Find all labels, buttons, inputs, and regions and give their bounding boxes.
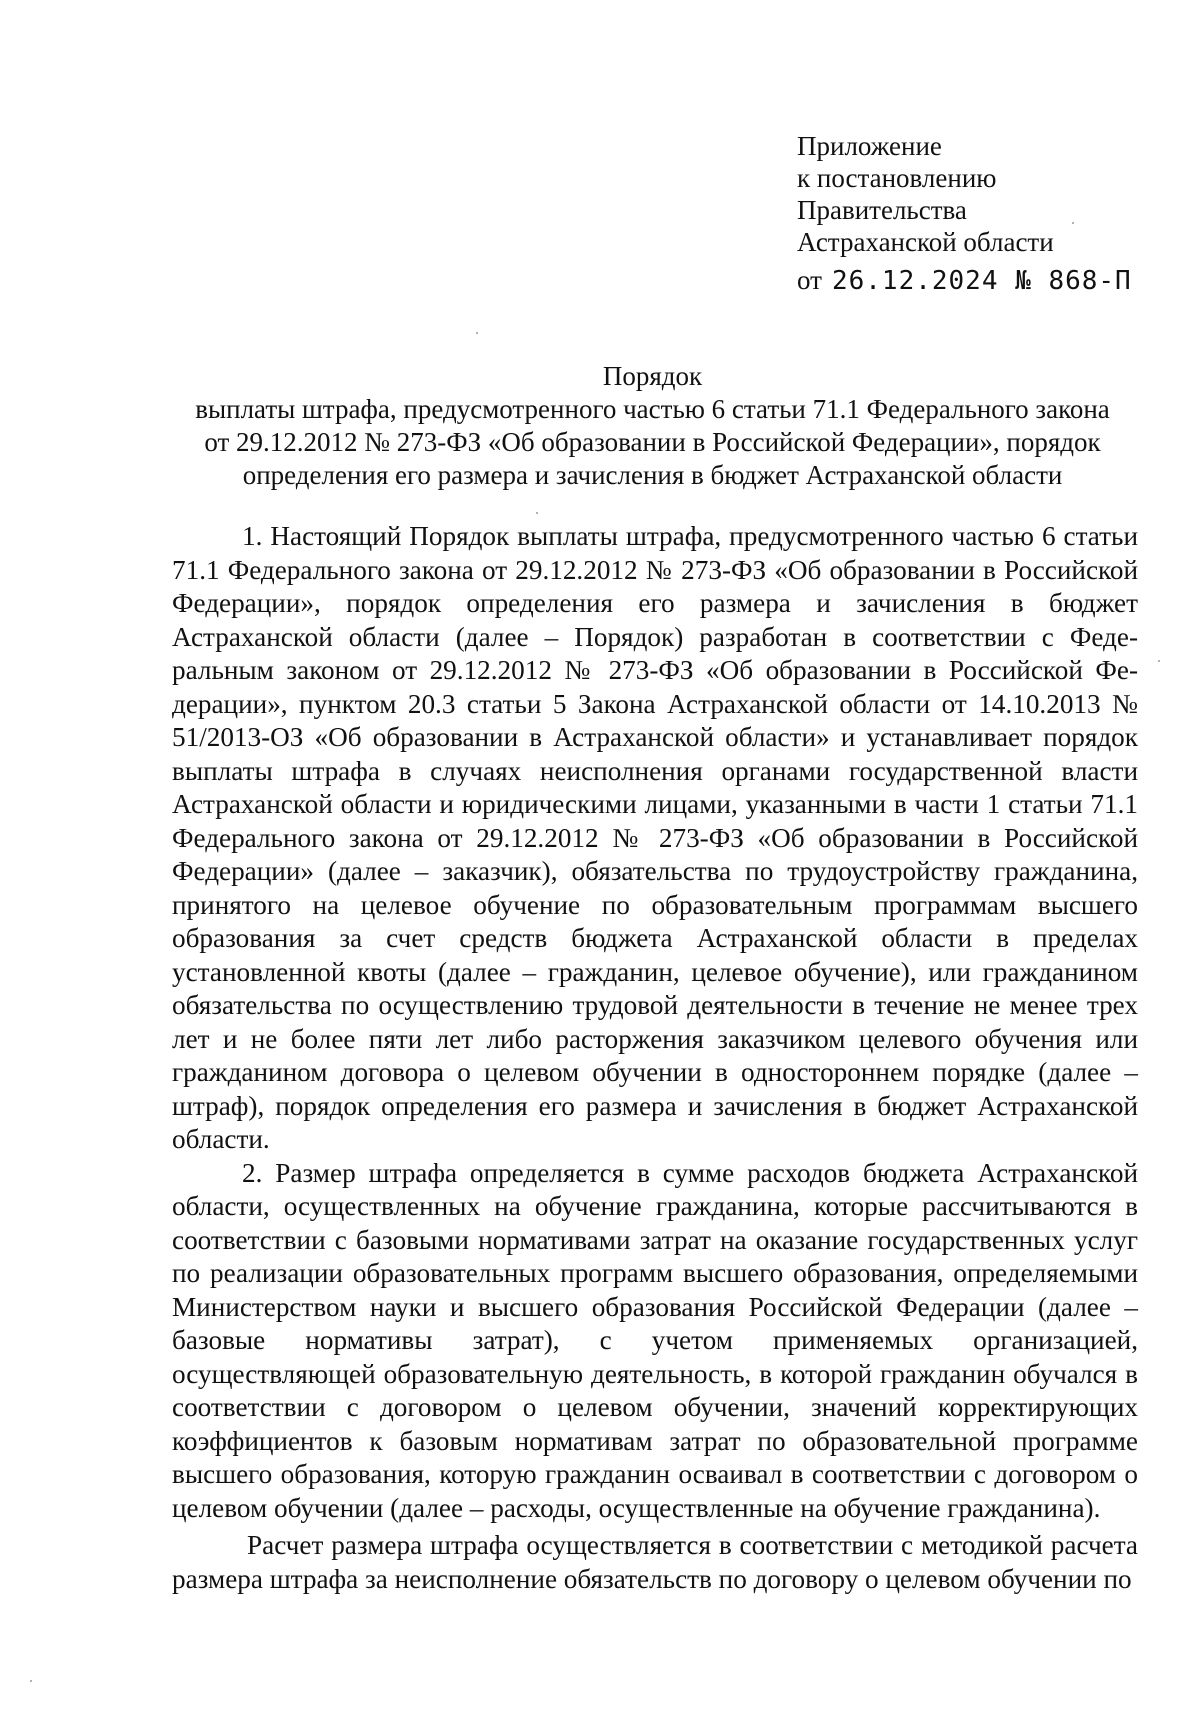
scan-speck <box>476 332 478 334</box>
attachment-date-line <box>797 264 1137 297</box>
scan-speck <box>1158 660 1160 662</box>
paragraph-2: 2. Размер штрафа определяется в сумме расходов бюджета Астраханской области, осуществленных на обучение гражданина, которые рассчитываются в соответствии с базовыми нормативами затрат на оказание государственных услуг по реализации образовательных программ высшего образования, определяемыми Министерством науки и высшего образования Российской Федерации (далее – базовые нормативы затрат), с учетом применяемых организацией, осуществляющей образовательную деятельность, в которой гражданин обучался в соответствии с договором о целевом обучении, значений корректирующих коэффициентов к базовым нормативам затрат по образовательной программе высшего образования, которую гражданин осваивал в соответствии с договором о целевом обучении (далее – расходы, осуществленные на обучение гражданина). <box>172 1157 1138 1523</box>
attachment-line-government: Правительства <box>797 195 967 225</box>
date-number-stamp: 26.12.2024 № 868-П <box>831 266 1132 296</box>
attachment-block <box>797 130 1137 297</box>
scan-speck <box>30 1680 32 1682</box>
paragraph-1: 1. Настоящий Порядок выплаты штрафа, предусмотренного частью 6 статьи 71.1 Федерального закона от 29.12.2012 № 273-ФЗ «Об образовании в Российской Федерации», порядок определения его размера и зачисления в бюджет Астраханской области (далее – Порядок) разработан в соответствии с Федеральным законом от 29.12.2012 № 273-ФЗ «Об образовании в Российской Федерации», пунктом 20.3 статьи 5 Закона Астраханской области от 14.10.2013 № 51/2013-ОЗ «Об образовании в Астраханской области» и устанавливает порядок выплаты штрафа в случаях неисполнения органами государственной власти Астраханской области и юридическими лицами, указанными в части 1 статьи 71.1 Федерального закона от 29.12.2012 № 273-ФЗ «Об образовании в Российской Федерации» (далее – заказчик), обязательства по трудоустройству гражданина, принятого на целевое обучение по образовательным программам высшего образования за счет средств бюджета Астраханской области в пределах установленной квоты (далее – гражданин, целевое обучение), или гражданином обязательства по осуществлению трудовой деятельности в течение не менее трех лет и не более пяти лет либо расторжения заказчиком целевого обучения или гражданином договора о целевом обучении в одностороннем порядке (далее – штраф), порядок определения его размера и зачисления в бюджет Астраханской области. <box>172 521 1138 1154</box>
attachment-line-region: Астраханской области <box>797 227 1054 257</box>
title-line-1: выплаты штрафа, предусмотренного частью 6 статьи 71.1 Федерального закона <box>195 394 1110 424</box>
title-line-3: определения его размера и зачисления в бюджет Астраханской области <box>242 460 1063 490</box>
attachment-line-to-resolution: к постановлению <box>797 163 997 193</box>
paragraph-3: Расчет размера штрафа осуществляется в соответствии с методикой расчета размера штрафа за неисполнение обязательств по договору о целевом обучении по <box>172 1530 1138 1594</box>
title-line-2: от 29.12.2012 № 273-ФЗ «Об образовании в Российской Федерации», порядок <box>204 427 1101 457</box>
date-prefix: от <box>797 265 822 295</box>
document-title <box>170 360 1135 492</box>
document-body <box>172 520 1138 1596</box>
attachment-line-appendix: Приложение <box>797 131 942 161</box>
title-heading: Порядок <box>602 361 703 391</box>
scan-speck <box>1072 222 1074 224</box>
scan-speck <box>536 512 538 514</box>
